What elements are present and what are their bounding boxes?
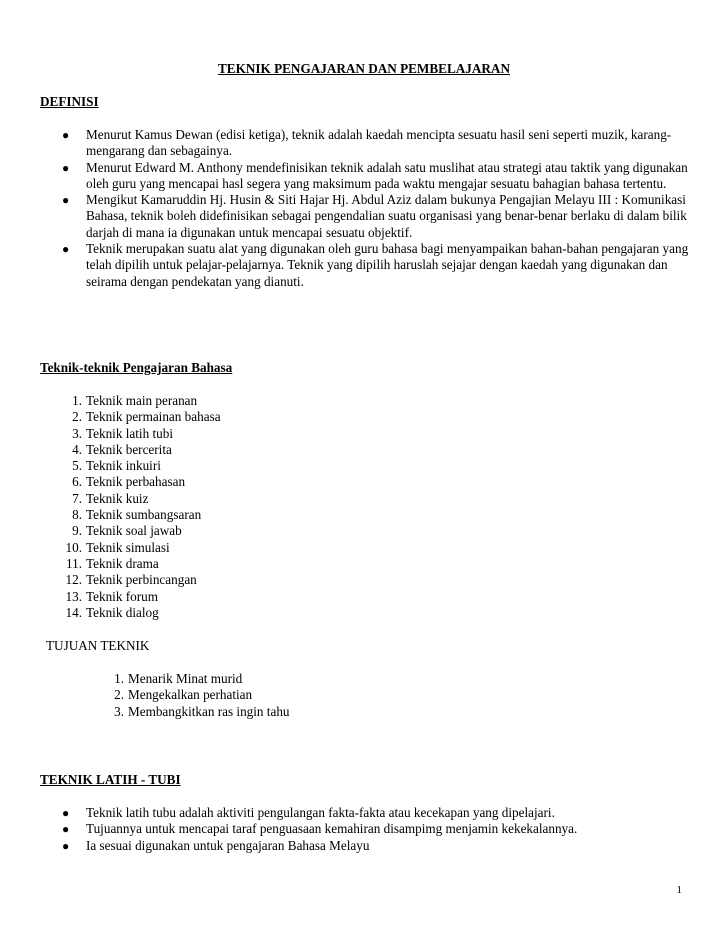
- list-number: 13.: [65, 588, 82, 604]
- list-item-text: Teknik forum: [86, 588, 158, 604]
- teknik-teknik-heading: Teknik-teknik Pengajaran Bahasa: [40, 360, 233, 375]
- latih-tubi-heading: TEKNIK LATIH - TUBI: [40, 772, 181, 787]
- list-item: [114, 671, 528, 687]
- list-number: 9.: [72, 523, 82, 539]
- bullet-icon: ●: [62, 838, 70, 853]
- list-number: 3.: [72, 425, 82, 441]
- list-number: 10.: [65, 539, 82, 555]
- tujuan-heading: TUJUAN TEKNIK: [46, 638, 150, 653]
- tujuan-list: [114, 671, 528, 720]
- definisi-list: [62, 127, 690, 290]
- bullet-icon: ●: [62, 160, 70, 175]
- list-item: [72, 523, 486, 539]
- list-number: 6.: [72, 474, 82, 490]
- list-item-text: Teknik drama: [86, 555, 159, 571]
- list-item-text: Teknik perbincangan: [86, 572, 197, 588]
- list-item: [65, 539, 486, 556]
- list-item: [66, 555, 486, 572]
- list-number: 3.: [114, 703, 124, 719]
- list-item-text: Membangkitkan ras ingin tahu: [128, 703, 290, 719]
- list-item: [72, 425, 486, 442]
- list-number: 2.: [114, 687, 124, 703]
- list-item-text: Teknik sumbangsaran: [86, 507, 202, 523]
- list-item-text: Teknik bercerita: [86, 441, 172, 457]
- list-item: ● Teknik latih tubu adalah aktiviti pengulangan fakta-fakta atau kecekapan yang dipelajari.: [62, 805, 555, 820]
- list-number: 1.: [72, 393, 82, 408]
- list-item: [72, 507, 486, 523]
- list-item: [72, 490, 486, 507]
- list-number: 5.: [72, 458, 82, 474]
- list-item: [72, 441, 486, 458]
- list-item: [72, 409, 486, 425]
- list-number: 4.: [72, 441, 82, 457]
- list-item: [65, 588, 486, 605]
- page-number: 1: [676, 884, 682, 896]
- list-item-text: Teknik kuiz: [86, 490, 149, 506]
- bullet-icon: ●: [62, 128, 70, 142]
- list-item: [114, 687, 528, 703]
- list-item: ● Menurut Kamus Dewan (edisi ketiga), teknik adalah kaedah mencipta sesuatu hasil seni seperti muzik, karang-mengarang dan sebagainya.: [62, 127, 672, 159]
- list-number: 8.: [72, 507, 82, 523]
- list-item-text: Teknik latih tubi: [86, 425, 173, 441]
- list-item: ● Tujuannya untuk mencapai taraf penguasaan kemahiran disampimg menjamin kekekalannya.: [62, 821, 578, 837]
- list-number: 1.: [114, 671, 124, 686]
- list-item-text: Teknik simulasi: [86, 539, 170, 555]
- list-item: [65, 572, 486, 588]
- bullet-icon: ●: [62, 242, 70, 257]
- list-item-text: Teknik permainan bahasa: [86, 409, 221, 425]
- list-item: ● Ia sesuai digunakan untuk pengajaran Bahasa Melayu: [62, 837, 370, 853]
- list-item: [72, 474, 486, 490]
- bullet-icon: ●: [62, 806, 70, 820]
- list-number: 2.: [72, 409, 82, 425]
- list-number: 14.: [65, 604, 82, 620]
- list-number: 7.: [72, 490, 82, 506]
- list-item: [72, 393, 486, 409]
- bullet-icon: ●: [62, 822, 70, 837]
- list-item-text: Mengekalkan perhatian: [128, 687, 253, 703]
- list-number: 12.: [65, 572, 82, 588]
- list-item: ● Teknik merupakan suatu alat yang digunakan oleh guru bahasa bagi menyampaikan bahan-bahan pengajaran yang telah dipilih untuk pelajar-pelajarnya. Teknik yang dipilih haruslah sejajar dengan kaedah yang digunakan dan seirama dengan pendekatan yang dianuti.: [62, 241, 689, 289]
- list-item: [72, 458, 486, 474]
- document-title: TEKNIK PENGAJARAN DAN PEMBELAJARAN: [218, 61, 510, 76]
- list-item-text: Teknik inkuiri: [86, 458, 161, 474]
- list-item: ● Menurut Edward M. Anthony mendefinisikan teknik adalah satu muslihat atau strategi atau taktik yang digunakan oleh guru yang mencapai hasl segera yang maksimum pada waktu mengajar sesuatu bahagian bahasa tertentu.: [62, 159, 688, 191]
- list-item-text: Teknik soal jawab: [86, 523, 182, 539]
- list-item: ● Mengikut Kamaruddin Hj. Husin & Siti Hajar Hj. Abdul Aziz dalam bukunya Pengajian Melayu III : Komunikasi Bahasa, teknik boleh didefinisikan sebagai pengendalian suatu organisasi yang benar-benar berlaku di dalam bilik darjah di mana ia digunakan untuk mencapai sesuatu objektif.: [62, 192, 687, 240]
- list-item-text: Teknik main peranan: [86, 393, 198, 408]
- list-item-text: Menarik Minat murid: [128, 671, 243, 686]
- teknik-list: [65, 393, 486, 621]
- list-item: [114, 703, 528, 720]
- latih-tubi-list: [62, 805, 690, 854]
- list-number: 11.: [66, 555, 82, 571]
- list-item-text: Teknik dialog: [86, 604, 159, 620]
- definisi-heading: DEFINISI: [40, 94, 99, 109]
- list-item: [65, 604, 486, 621]
- list-item-text: Teknik perbahasan: [86, 474, 186, 490]
- bullet-icon: ●: [62, 193, 70, 208]
